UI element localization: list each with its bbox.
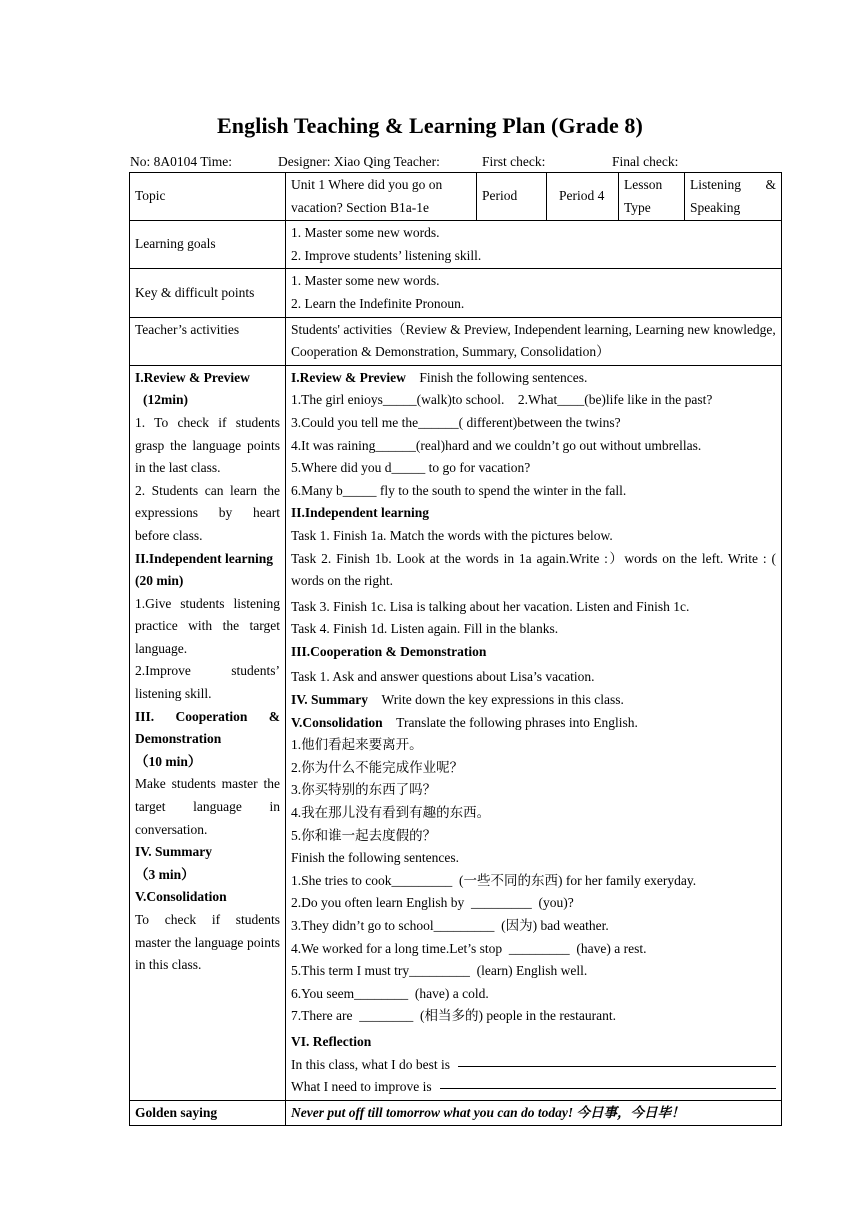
key-points-row xyxy=(130,269,782,317)
teacher-independent-point: 1.Give students listening practice with the target language. xyxy=(135,595,280,656)
finish-sentence: 2.Do you often learn English by _________ (you)? xyxy=(291,895,574,911)
translate-item: 4.我在那儿没有看到有趣的东西。 xyxy=(291,805,491,821)
lesson-type-label: Lesson Type xyxy=(619,173,685,221)
translate-item: 1.他们看起来要离开。 xyxy=(291,737,423,753)
topic-unit: Unit 1 Where did you go on vacation? Section B1a-1e xyxy=(286,173,477,221)
lesson-type-value: Listening & Speaking xyxy=(685,173,782,221)
activities-header-row xyxy=(130,317,782,365)
teacher-consolidation-title: V.Consolidation xyxy=(135,889,227,905)
task-item: Task 1. Finish 1a. Match the words with the pictures below. xyxy=(291,527,613,543)
review-instruction: Finish the following sentences. xyxy=(419,369,588,385)
teacher-cooperation-title: III. Cooperation & Demonstration xyxy=(135,708,280,747)
review-sentence: 1.The girl enioys_____(walk)to school. 2.What____(be)life like in the past? xyxy=(291,392,713,408)
plan-table xyxy=(129,172,782,1126)
learning-goals-label: Learning goals xyxy=(130,221,286,269)
golden-saying-text: Never put off till tomorrow what you can do today! 今日事，今日毕！ xyxy=(286,1100,782,1126)
reflection-best xyxy=(291,1054,776,1077)
teacher-cooperation-time: （10 min） xyxy=(135,753,202,769)
key-points-label: Key & difficult points xyxy=(130,269,286,317)
teacher-review-point: 1. To check if students grasp the language points in the last class. xyxy=(135,414,280,476)
students-activities-header: Students' activities（Review & Preview, Independent learning, Learning new knowledge, Cooperation & Demonstration, Summary, Consolidation） xyxy=(286,317,782,365)
key-point-item: 1. Master some new words. xyxy=(291,273,440,289)
meta-designer-teacher: Designer: Xiao Qing Teacher: xyxy=(278,154,440,169)
finish-sentence: 4.We worked for a long time.Let’s stop _________ (have) a rest. xyxy=(291,940,647,956)
independent-learning-title: II.Independent learning xyxy=(291,505,430,521)
task-item: Task 4. Finish 1d. Listen again. Fill in the blanks. xyxy=(291,621,559,637)
consolidation-title: V.Consolidation xyxy=(291,714,383,730)
goal-item: 1. Master some new words. xyxy=(291,225,440,241)
teacher-activities xyxy=(130,365,286,1100)
finish-sentence: 3.They didn’t go to school_________ (因为) bad weather. xyxy=(291,918,609,933)
reflection-improve-blank[interactable] xyxy=(440,1076,776,1089)
meta-final-check: Final check: xyxy=(612,154,679,169)
key-points-content xyxy=(286,269,782,317)
golden-saying-row xyxy=(130,1100,782,1126)
translate-item: 5.你和谁一起去度假的？ xyxy=(291,827,437,843)
task-item: Task 2. Finish 1b. Look at the words in 1a again.Write :）words on the left. Write : ( words on the right. xyxy=(291,550,776,589)
review-sentence: 4.It was raining______(real)hard and we couldn’t go out without umbrellas. xyxy=(291,437,702,453)
golden-saying-label: Golden saying xyxy=(130,1100,286,1126)
finish-sentence: 6.You seem________ (have) a cold. xyxy=(291,985,489,1001)
review-heading xyxy=(291,367,776,390)
learning-goals-row xyxy=(130,221,782,269)
translate-item: 2.你为什么不能完成作业呢？ xyxy=(291,759,464,775)
period-value: Period 4 xyxy=(547,173,619,221)
meta-first-check: First check: xyxy=(482,154,546,169)
review-sentence: 5.Where did you d_____ to go for vacation? xyxy=(291,460,531,476)
reflection-improve xyxy=(291,1076,776,1099)
reflection-best-label: In this class, what I do best is xyxy=(291,1056,450,1072)
task-item: Task 3. Finish 1c. Lisa is talking about her vacation. Listen and Finish 1c. xyxy=(291,598,690,614)
review-title: I.Review & Preview xyxy=(291,369,406,385)
teacher-independent-point: 2.Improve students’ listening skill. xyxy=(135,663,280,702)
teacher-independent-title: II.Independent learning xyxy=(135,550,274,566)
teacher-review-title: I.Review & Preview xyxy=(135,369,250,385)
teacher-consolidation-point: To check if students master the language points in this class. xyxy=(135,912,280,973)
activities-row xyxy=(130,365,782,1100)
key-point-item: 2. Learn the Indefinite Pronoun. xyxy=(291,295,465,311)
consolidation-instruction: Translate the following phrases into English. xyxy=(396,714,638,730)
learning-goals-content xyxy=(286,221,782,269)
teacher-activities-header: Teacher’s activities xyxy=(130,317,286,365)
plan-meta-line xyxy=(130,154,780,170)
finish-instruction: Finish the following sentences. xyxy=(291,850,459,866)
review-sentence: 6.Many b_____ fly to the south to spend the winter in the fall. xyxy=(291,482,627,498)
review-sentence: 3.Could you tell me the______( different)between the twins? xyxy=(291,414,621,430)
summary-instruction: Write down the key expressions in this class. xyxy=(381,692,624,708)
teacher-independent-time: (20 min) xyxy=(135,573,184,589)
summary-title: IV. Summary xyxy=(291,692,369,708)
teacher-review-point: 2. Students can learn the expressions by heart before class. xyxy=(135,482,280,543)
consolidation-heading xyxy=(291,712,776,735)
finish-sentence: 5.This term I must try_________ (learn) English well. xyxy=(291,963,588,979)
topic-row xyxy=(130,173,782,221)
teacher-review-time: (12min) xyxy=(143,392,188,408)
period-label: Period xyxy=(477,173,547,221)
cooperation-task: Task 1. Ask and answer questions about Lisa’s vacation. xyxy=(291,669,595,685)
teacher-summary-title: IV. Summary xyxy=(135,844,213,860)
reflection-improve-label: What I need to improve is xyxy=(291,1079,432,1095)
topic-label: Topic xyxy=(130,173,286,221)
meta-no-time: No: 8A0104 Time: xyxy=(130,154,233,169)
goal-item: 2. Improve students’ listening skill. xyxy=(291,247,482,263)
finish-sentence: 1.She tries to cook_________ (一些不同的东西) for her family exeryday. xyxy=(291,872,697,888)
teacher-cooperation-point: Make students master the target language in conversation. xyxy=(135,776,280,837)
reflection-best-blank[interactable] xyxy=(458,1054,776,1067)
finish-sentence: 7.There are ________ (相当多的) people in the restaurant. xyxy=(291,1008,617,1024)
page-title: English Teaching & Learning Plan (Grade 8) xyxy=(217,113,643,138)
cooperation-title: III.Cooperation & Demonstration xyxy=(291,643,487,659)
translate-item: 3.你买特别的东西了吗？ xyxy=(291,782,437,798)
students-activities xyxy=(286,365,782,1100)
reflection-title: VI. Reflection xyxy=(291,1033,372,1049)
summary-heading xyxy=(291,689,776,712)
teacher-summary-time: （3 min） xyxy=(135,866,195,882)
